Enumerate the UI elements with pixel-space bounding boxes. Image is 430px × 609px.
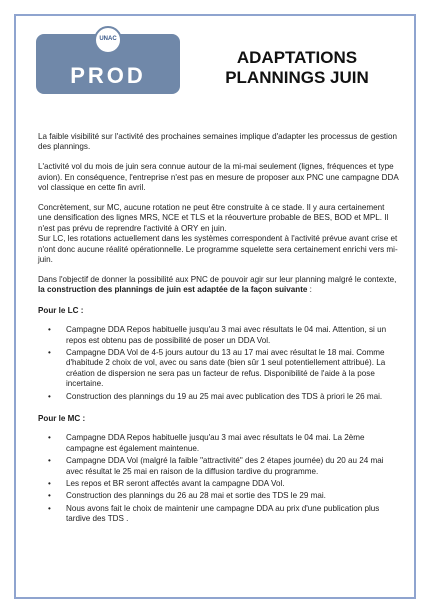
logo-text: PROD: [70, 63, 146, 88]
list-item: [38, 433, 400, 454]
bullet: •: [48, 491, 51, 501]
list-item: [38, 479, 400, 489]
objective-text: Dans l'objectif de donner la possibilité aux PNC de pouvoir agir sur leur planning malgré le contexte,: [38, 274, 397, 284]
list-item: [38, 504, 400, 525]
bullet: •: [48, 479, 51, 489]
title-line-2: PLANNINGS JUIN: [225, 68, 369, 87]
section-heading-lc: Pour le LC :: [38, 305, 84, 315]
list-item: [38, 348, 400, 390]
bullet: •: [48, 503, 51, 513]
bullet: •: [48, 433, 51, 443]
bullet: •: [48, 325, 51, 335]
paragraph-visibility: La faible visibilité sur l'activité des prochaines semaines implique d'adapter les processus de gestion des plannings.: [38, 132, 397, 152]
paragraph-rotations-mc: Concrètement, sur MC, aucune rotation ne peut être construite à ce stade. Il y aura certainement une densification des lignes MRS, NCE et TLS et la réouverture probable de BES, BOD et MPL. Il n'est pas prévu de reprendre l'activité à ORY en juin.: [38, 203, 389, 233]
paragraph-activity: L'activité vol du mois de juin sera connue autour de la mi-mai seulement (lignes, fréquences et type avion). En conséquence, l'entreprise n'est pas en mesure de proposer aux PNC une campagne DDA vol classique en cette fin avril.: [38, 162, 399, 193]
section-heading-mc: Pour le MC :: [38, 414, 86, 424]
list-item: [38, 325, 400, 346]
mc-list: [38, 433, 400, 524]
bullet: •: [48, 391, 51, 401]
title-line-1: ADAPTATIONS: [236, 48, 358, 67]
bullet: •: [48, 348, 51, 357]
list-item-text: Construction des plannings du 26 au 28 mai et sortie des TDS le 29 mai.: [66, 491, 326, 501]
unac-badge: [94, 26, 122, 54]
list-item-text: Campagne DDA Repos habituelle jusqu'au 3 mai avec résultats le 04 mai. La 2ème campagne est également maintenue.: [66, 433, 365, 453]
list-item-text: Nous avons fait le choix de maintenir une campagne DDA au prix d'une publication plus tardive des TDS .: [66, 503, 380, 524]
document-frame: [14, 14, 416, 599]
list-item: [38, 456, 400, 477]
list-item-text: Campagne DDA Repos habituelle jusqu'au 3 mai avec résultats le 04 mai. Attention, si un repos est obtenu pas de possibilité de poser un DDA Vol.: [66, 325, 387, 345]
list-item-text: Campagne DDA Vol (malgré la faible "attractivité" des 2 étapes journée) du 20 au 24 mai avec résultat le 25 mai en raison de la diffusion tardive du programme.: [66, 456, 384, 476]
paragraph-rotations: [38, 203, 400, 265]
prod-logo: [36, 34, 180, 94]
document-title: [202, 48, 392, 88]
list-item-text: Les repos et BR seront affectés avant la campagne DDA Vol.: [66, 479, 285, 489]
objective-end: :: [307, 285, 312, 295]
bullet: •: [48, 456, 51, 466]
list-item: [38, 392, 400, 402]
list-item: [38, 491, 400, 501]
document-body: [38, 132, 400, 537]
unac-badge-text: UNAC: [99, 36, 117, 42]
paragraph-objective: [38, 275, 400, 296]
list-item-text: Campagne DDA Vol de 4-5 jours autour du 13 au 17 mai avec résultat le 18 mai. Comme d'habitude 2 choix de vol, avec ou sans date (bien sûr 1 seul potentiellement attribué). La création de dispersion ne sera pas un facteur de refus. Disponibilité de l'aide à la pose incertaine.: [66, 348, 386, 389]
objective-emphasis: la construction des plannings de juin est adaptée de la façon suivante: [38, 285, 308, 295]
lc-list: [38, 325, 400, 402]
paragraph-rotations-lc: Sur LC, les rotations actuellement dans les systèmes correspondent à l'activité prévue avant crise et n'ont donc aucune réalité opérationnelle. Le programme squelette sera certainement enrichi vers mi-juin.: [38, 234, 398, 265]
list-item-text: Construction des plannings du 19 au 25 mai avec publication des TDS à priori le 26 mai.: [66, 391, 383, 401]
